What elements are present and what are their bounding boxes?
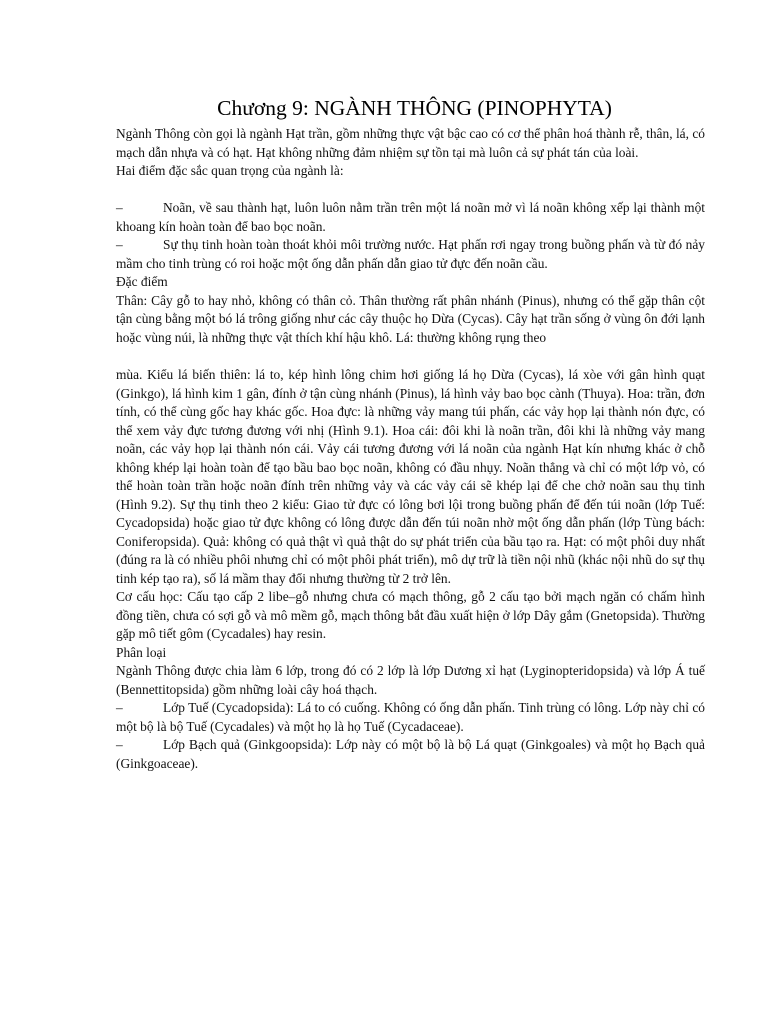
classification-paragraph: Ngành Thông được chia làm 6 lớp, trong đó có 2 lớp là lớp Dương xỉ hạt (Lyginopteridopsida) và lớp Á tuế (Bennettitopsida) gồm những loài cây hoá thạch.	[116, 663, 705, 697]
leaf-paragraph: mùa. Kiểu lá biến thiên: lá to, kép hình lông chim hơi giống lá họ Dừa (Cycas), lá xòe với gân hình quạt (Ginkgo), lá hình kim 1 gân, đính ở tận cùng nhánh (Pinus), lá hình vảy bao bọc cành (Thuya). Hoa: trần, đơn tính, có thể cùng gốc hay khác gốc. Hoa đực: là những vảy mang túi phấn, các vảy họp lại thành nón đực, có thể xem vảy đực tương đương với nhị (Hình 9.1). Hoa cái: đôi khi là noãn trần, đôi khi là những vảy mang noãn, các vảy họp lại thành nón cái. Vảy cái tương đương với lá noãn của ngành Hạt kín nhưng khác ở chỗ không khép lại hoàn toàn để tạo bầu bao bọc noãn, không có đầu nhụy. Noãn thẳng và chỉ có một lớp vỏ, có thể hoàn toàn trần hoặc noãn đính trên những vảy và các vảy cái sẽ khép lại để che chở noãn sau thụ tinh (Hình 9.2). Sự thụ tinh theo 2 kiểu: Giao tử đực có lông bơi lội trong buồng phấn để đến túi noãn (lớp Tuế: Cycadopsida) hoặc giao tử đực không có lông được dẫn đến túi noãn nhờ một ống dẫn phấn (lớp Tùng bách: Coniferopsida). Quả: không có quả thật vì quả thật do sự phát triển của bầu tạo ra. Hạt: có một phôi duy nhất (đúng ra là có nhiều phôi nhưng chỉ có một phôi phát triển), mô dự trữ là tiền nội nhũ (khác nội nhũ do sự thụ tinh kép tạo ra), số lá mầm thay đổi nhưng thường từ 2 trở lên.	[116, 367, 705, 586]
blank-line	[116, 347, 705, 366]
class-point-2	[116, 736, 705, 773]
feature-point-1	[116, 199, 705, 236]
blank-line	[116, 181, 705, 200]
feature-point-2	[116, 236, 705, 273]
feature-point-text: Noãn, về sau thành hạt, luôn luôn nằm trần trên một lá noãn mở vì lá noãn không xếp lại thành một khoang kín hoàn toàn để bao bọc noãn.	[116, 200, 705, 234]
structure-paragraph: Cơ cấu học: Cấu tạo cấp 2 libe–gỗ nhưng chưa có mạch thông, gỗ 2 cấu tạo bởi mạch ngăn có chấm hình đồng tiền, chưa có sợi gỗ và mô mềm gỗ, mạch thông bắt đầu xuất hiện ở lớp Dây gắm (Gnetopsida). Thường gặp mô tiết gôm (Cycadales) hay resin.	[116, 589, 705, 641]
dash-marker: –	[116, 237, 123, 252]
section-heading-classification: Phân loại	[116, 644, 167, 660]
dash-marker: –	[116, 737, 123, 752]
chapter-title: Chương 9: NGÀNH THÔNG (PINOPHYTA)	[217, 96, 612, 120]
dash-marker: –	[116, 700, 123, 715]
class-point-text: Lớp Tuế (Cycadopsida): Lá to có cuống. Không có ống dẫn phấn. Tinh trùng có lông. Lớp này chỉ có một bộ là bộ Tuế (Cycadales) và một họ là họ Tuế (Cycadaceae).	[116, 700, 705, 734]
feature-point-text: Sự thụ tinh hoàn toàn thoát khỏi môi trường nước. Hạt phấn rơi ngay trong buồng phấn và từ đó nảy mầm cho tinh trùng có roi hoặc một ống dẫn phấn dẫn giao tử đực đến noãn cầu.	[116, 237, 705, 271]
intro-paragraph: Ngành Thông còn gọi là ngành Hạt trần, gồm những thực vật bậc cao có cơ thể phân hoá thành rễ, thân, lá, có mạch dẫn nhựa và có hạt. Hạt không những đảm nhiệm sự tồn tại mà luôn cả sự phát tán của loài.	[116, 126, 705, 160]
features-intro: Hai điểm đặc sắc quan trọng của ngành là:	[116, 163, 344, 178]
section-heading-features: Đặc điểm	[116, 274, 168, 289]
class-point-1	[116, 699, 705, 736]
class-point-text: Lớp Bạch quả (Ginkgoopsida): Lớp này có một bộ là bộ Lá quạt (Ginkgoales) và một họ Bạch quả (Ginkgoaceae).	[116, 737, 705, 771]
dash-marker: –	[116, 200, 123, 215]
stem-paragraph: Thân: Cây gỗ to hay nhỏ, không có thân cỏ. Thân thường rất phân nhánh (Pinus), nhưng có thể gặp thân cột tận cùng bằng một bó lá trông giống như các cây thuộc họ Dừa (Cycas). Cây hạt trần sống ở vùng ôn đới lạnh hoặc vùng núi, là những thực vật thích khí hậu khô. Lá: thường không rụng theo	[116, 292, 705, 345]
